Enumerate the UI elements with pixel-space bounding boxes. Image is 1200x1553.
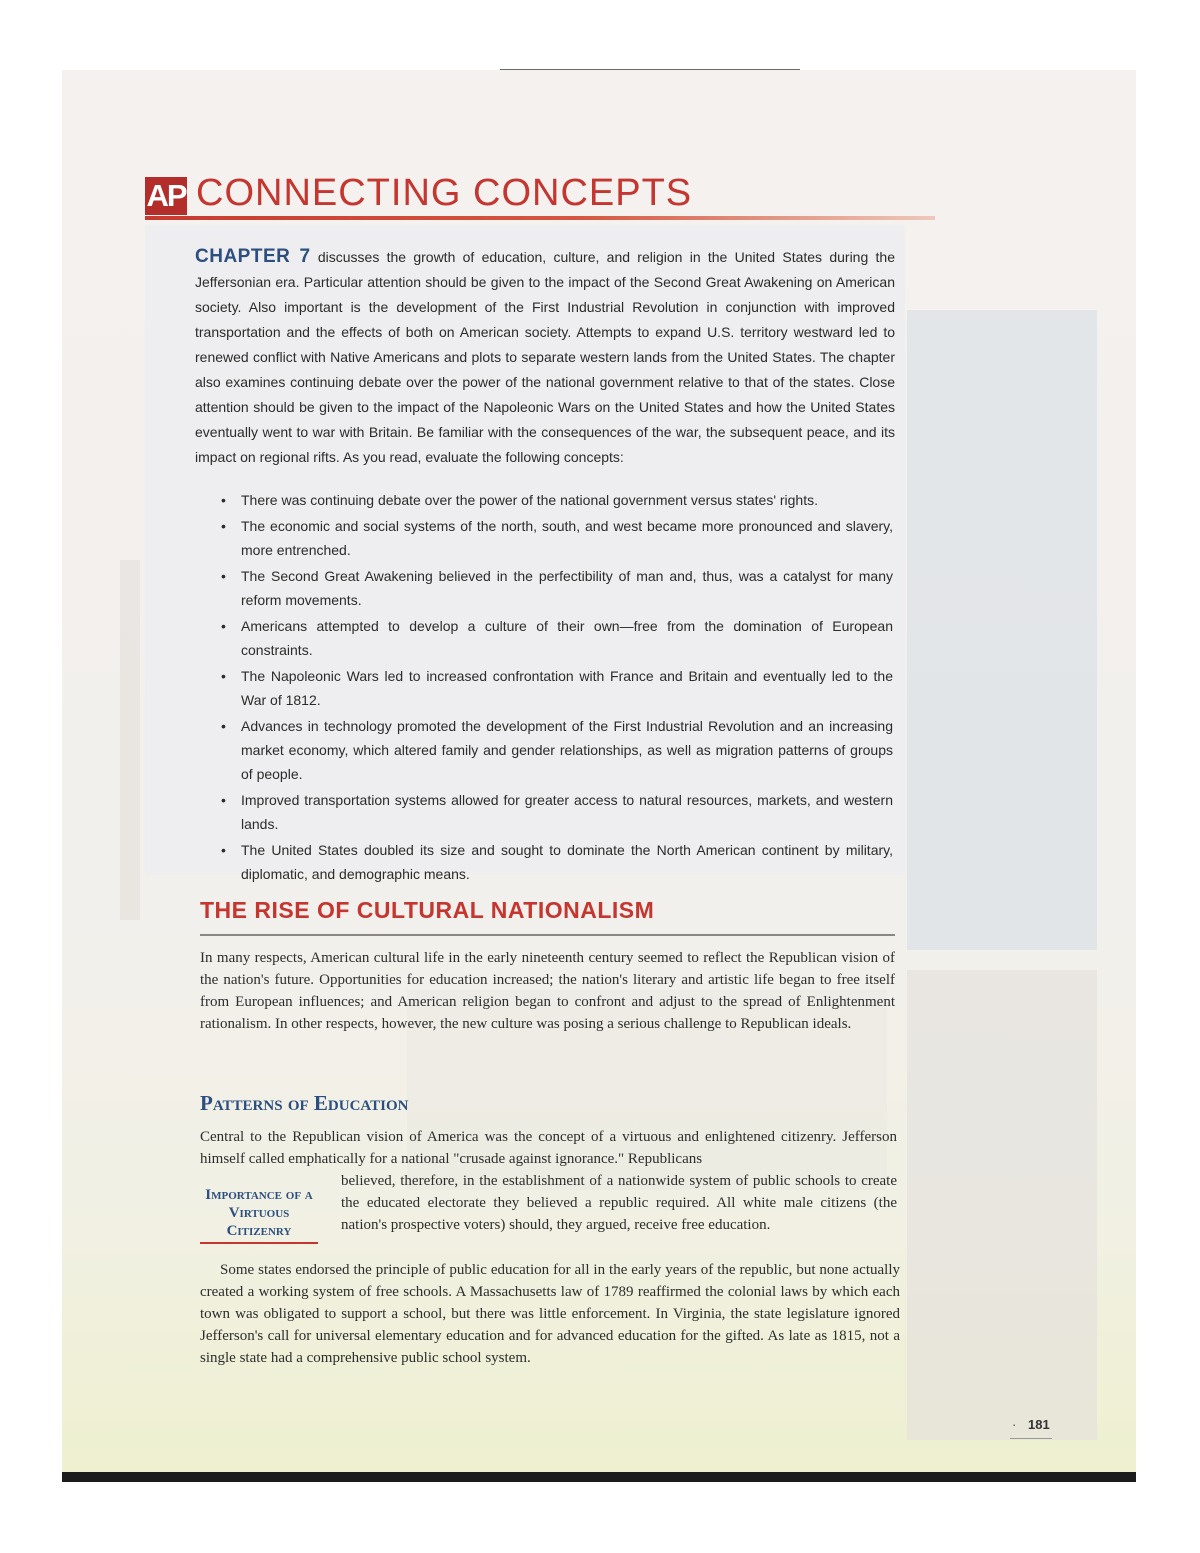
bleed-through-shadow [907,310,1097,950]
page-number: 181 [1028,1417,1050,1432]
intro-text: discusses the growth of education, culture, and religion in the United States during the Jeffersonian era. Particular attention should be given to the impact of the Second Great Awakening on American society. Also important is the development of the First Industrial Revolution in conjunction with improved transportation and the effects of both on American society. Attempts to expand U.S. territory westward led to renewed conflict with Native Americans and plots to separate western lands from the United States. The chapter also examines continuing debate over the power of the national government relative to that of the states. Close attention should be given to the impact of the Napoleonic Wars on the United States and how the United States eventually went to war with Britain. Be familiar with the consequences of the war, the subsequent peace, and its impact on regional rifts. As you read, evaluate the following concepts: [195,249,895,465]
bullet: • [221,792,226,808]
margin-note: Importance of a Virtuous Citizenry [205,1187,313,1239]
bullet: • [221,718,226,734]
subsection-paragraph-2: Some states endorsed the principle of public education for all in the early years of the republic, but none actually created a working system of free schools. A Massachusetts law of 1789 reaffirmed the colonial laws by which each town was obligated to support a school, but there was little enforcement. In Virginia, the state legislature ignored Jefferson's call for universal elementary education and for advanced education for the gifted. As late as 1815, not a single state had a comprehensive public school system. [200,1262,900,1366]
list-item [221,714,893,786]
bullet: • [221,568,226,584]
list-item [221,514,893,562]
concept-text: Improved transportation systems allowed for greater access to natural resources, markets, and western lands. [241,792,893,832]
list-item [221,614,893,662]
concept-text: The United States doubled its size and sought to dominate the North American continent by military, diplomatic, and demographic means. [241,842,893,882]
concept-text: The economic and social systems of the north, south, and west became more pronounced and slavery, more entrenched. [241,518,893,558]
page-number-rule [1010,1438,1052,1439]
concept-text: Advances in technology promoted the development of the First Industrial Revolution and an increasing market economy, which altered family and gender relationships, as well as migration patterns of groups of people. [241,718,893,782]
subsection-title: Patterns of Education [200,1091,409,1115]
bullet: • [221,492,226,508]
page-number-dot: · [1012,1417,1017,1432]
chapter-label: CHAPTER 7 [195,246,311,267]
margin-note-rule [200,1242,318,1244]
concept-text: Americans attempted to develop a culture of their own—free from the domination of European constraints. [241,618,893,658]
concept-text: The Napoleonic Wars led to increased confrontation with France and Britain and eventually led to the War of 1812. [241,668,893,708]
list-item [221,664,893,712]
section-paragraph: In many respects, American cultural life in the early nineteenth century seemed to reflect the Republican vision of the nation's future. Opportunities for education increased; the nation's literary and artistic life began to free itself from European influences; and American religion began to confront and adjust to the spread of Enlightenment rationalism. In other respects, however, the new culture was posing a serious challenge to Republican ideals. [200,950,895,1032]
concept-text: There was continuing debate over the power of the national government versus states' rights. [241,492,819,508]
list-item [221,488,893,512]
subsection-paragraph-lead: Central to the Republican vision of America was the concept of a virtuous and enlightened citizenry. Jefferson himself called emphatically for a national "crusade against ignorance." Republicans [200,1129,897,1167]
list-item [221,788,893,836]
bullet: • [221,518,226,534]
ap-badge: AP [146,178,186,213]
subsection-paragraph-wrap: believed, therefore, in the establishment of a nationwide system of public schools to create the educated electorate they believed a republic required. All white male citizens (the nation's prospective voters) should, they argued, receive free education. [341,1173,897,1233]
bullet: • [221,842,226,858]
list-item [221,564,893,612]
bullet: • [221,618,226,634]
page-edge [62,1472,1136,1482]
bleed-through-shadow [120,560,140,920]
concept-list [221,488,893,888]
section-title: THE RISE OF CULTURAL NATIONALISM [200,897,655,923]
list-item [221,838,893,886]
bullet: • [221,668,226,684]
concept-text: The Second Great Awakening believed in the perfectibility of man and, thus, was a catalyst for many reform movements. [241,568,893,608]
header-rule [145,216,935,220]
page-title: CONNECTING CONCEPTS [196,172,693,214]
bleed-through-shadow [907,970,1097,1440]
chapter-intro [195,244,895,470]
section-rule [200,934,895,936]
